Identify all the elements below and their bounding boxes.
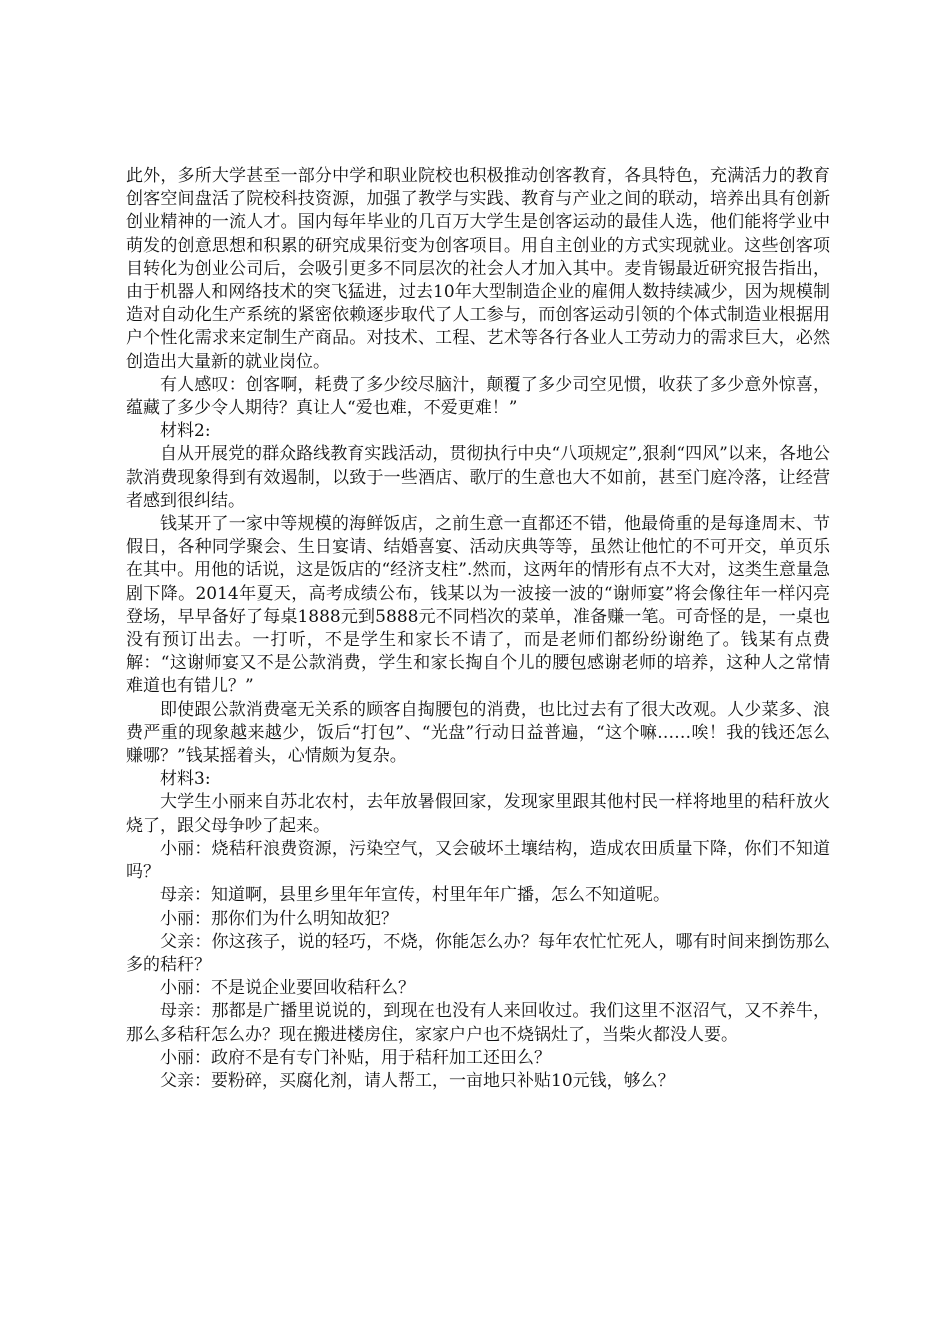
dialogue-line: 父亲：你这孩子，说的轻巧，不烧，你能怎么办？每年农忙忙死人，哪有时间来捯饬那么多的秸秆？ [126,931,830,975]
document-body [126,165,830,1093]
dialogue-line: 母亲：那都是广播里说说的，到现在也没有人来回收过。我们这里不沤沼气，又不养牛，那么多秸秆怎么办？现在搬进楼房住，家家户户也不烧锅灶了，当柴火都没人要。 [126,1001,830,1045]
paragraph-self-paid-consumption: 即使跟公款消费毫无关系的顾客自掏腰包的消费，也比过去有了很大改观。人少菜多、浪费严重的现象越来越少，饭后“打包”、“光盘”行动日益普遍，“这个嘛……唉！我的钱还怎么赚哪？”钱某摇着头，心情颇为复杂。 [126,699,830,767]
heading-material-2: 材料2: [160,421,211,442]
dialogue-line: 小丽：那你们为什么明知故犯？ [160,908,398,929]
dialogue-line: 母亲：知道啊，县里乡里年年宣传，村里年年广播，怎么不知道呢。 [160,885,670,906]
paragraph-maker-sigh: 有人感叹：创客啊，耗费了多少绞尽脑汁，颠覆了多少司空见惯，收获了多少意外惊喜，蕴藏了多少令人期待？真让人“爱也难，不爱更难！” [126,374,830,419]
paragraph-public-spending: 自从开展党的群众路线教育实践活动，贯彻执行中央“八项规定”,狠刹“四风”以来，各地公款消费现象得到有效遏制，以致于一些酒店、歌厅的生意也大不如前，甚至门庭冷落，让经营者感到很纠结。 [126,444,830,511]
paragraph-xiaoli-intro: 大学生小丽来自苏北农村，去年放暑假回家，发现家里跟其他村民一样将地里的秸秆放火烧了，跟父母争吵了起来。 [126,792,830,836]
paragraph-seafood-restaurant: 钱某开了一家中等规模的海鲜饭店，之前生意一直都还不错，他最倚重的是每逢周末、节假日，各种同学聚会、生日宴请、结婚喜宴、活动庆典等等，虽然让他忙的不可开交，单页乐在其中。用他的话说，这是饭店的“经济支柱”.然而，这两年的情形有点不大对，这类生意量急剧下降。2014年夏天，高考成绩公布，钱某以为一波接一波的“谢师宴”将会像往年一样闪亮登场，早早备好了每桌1888元到5888元不同档次的菜单，准备赚一笔。可奇怪的是，一桌也没有预订出去。一打听，不是学生和家长不请了，而是老师们都纷纷谢绝了。钱某有点费解：“这谢师宴又不是公款消费，学生和家长掏自个儿的腰包感谢老师的培养，这种人之常情难道也有错儿？” [126,514,830,697]
paragraph-maker-education: 此外，多所大学甚至一部分中学和职业院校也积极推动创客教育，各具特色，充满活力的教育创客空间盘活了院校科技资源，加强了教学与实践、教育与产业之间的联动，培养出具有创新创业精神的一流人才。国内每年毕业的几百万大学生是创客运动的最佳人选，他们能将学业中萌发的创意思想和积累的研究成果衍变为创客项目。用自主创业的方式实现就业。这些创客项目转化为创业公司后，会吸引更多不同层次的社会人才加入其中。麦肯锡最近研究报告指出，由于机器人和网络技术的突飞猛进，过去10年大型制造企业的雇佣人数持续减少，因为规模制造对自动化生产系统的紧密依赖逐步取代了人工参与，而创客运动引领的个体式制造业根据用户个性化需求来定制生产商品。对技术、工程、艺术等各行各业人工劳动力的需求巨大，必然创造出大量新的就业岗位。 [126,166,830,372]
heading-material-3: 材料3: [160,769,211,790]
dialogue-line: 小丽：不是说企业要回收秸秆么？ [160,978,415,999]
dialogue-line: 父亲：要粉碎，买腐化剂，请人帮工，一亩地只补贴10元钱，够么？ [160,1070,675,1091]
dialogue-line: 小丽：政府不是有专门补贴，用于秸秆加工还田么？ [160,1047,551,1068]
dialogue-line: 小丽：烧秸秆浪费资源，污染空气，又会破坏土壤结构，造成农田质量下降，你们不知道吗？ [126,838,830,883]
